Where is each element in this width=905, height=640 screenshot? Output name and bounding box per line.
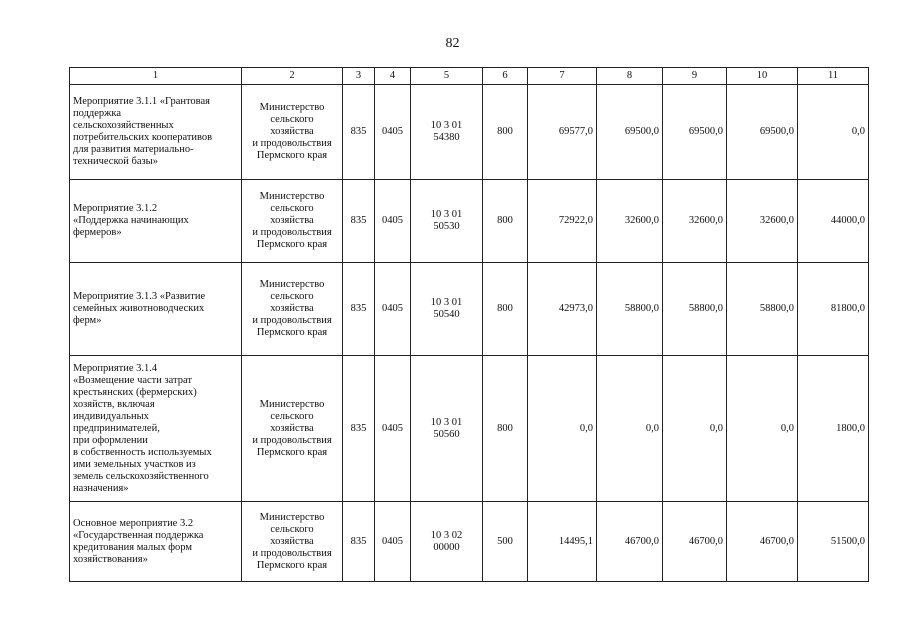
column-header: 9 [663,68,727,85]
amount-cell-col8: 69500,0 [597,85,663,180]
measure-name-cell [70,85,242,180]
amount-cell-col9: 69500,0 [663,85,727,180]
responsible-org-cell-line: сельского [270,410,314,422]
measure-name-cell-line: крестьянских (фермерских) [73,386,197,398]
responsible-org-cell-line: Министерство [259,398,325,410]
table-row [70,263,869,356]
measure-name-cell-line: кредитования малых форм [73,541,192,553]
target-article-cell-line: 00000 [433,541,460,553]
target-article-cell-line: 50540 [433,309,460,320]
column-header: 10 [727,68,798,85]
table-row [70,502,869,582]
measure-name-cell-line: «Возмещение части затрат [73,374,192,386]
column-header: 8 [597,68,663,85]
section-code-cell: 0405 [375,263,411,356]
measure-name-cell-line: Мероприятие 3.1.4 [73,362,158,374]
column-header: 1 [70,68,242,85]
measure-name-cell-line: Мероприятие 3.1.1 «Грантовая [73,96,210,107]
amount-cell-col8: 32600,0 [597,180,663,263]
measure-name-cell-line: предпринимателей, [73,422,160,434]
measure-name-cell-line: ферм» [73,315,102,326]
target-article-cell [411,263,483,356]
ministry-code-cell: 835 [343,502,375,582]
amount-cell-col7: 72922,0 [528,180,597,263]
amount-cell-col10: 58800,0 [727,263,798,356]
measure-name-cell [70,502,242,582]
responsible-org-cell-line: Министерство [259,191,325,202]
responsible-org-cell-line: Пермского края [256,559,328,571]
responsible-org-cell-line: и продовольствия [252,227,332,238]
target-article-cell-line: 10 3 01 [430,209,463,220]
responsible-org-cell-line: и продовольствия [252,547,332,559]
responsible-org-cell [242,263,343,356]
target-article-cell-line: 10 3 02 [430,529,463,541]
measure-name-cell-line: индивидуальных [73,410,149,422]
amount-cell-col9: 46700,0 [663,502,727,582]
amount-cell-col8: 46700,0 [597,502,663,582]
page-number: 82 [445,36,460,51]
header-row [70,68,869,85]
section-code-cell: 0405 [375,85,411,180]
expense-type-cell: 500 [483,502,528,582]
responsible-org-cell-line: и продовольствия [252,434,332,446]
table-row [70,85,869,180]
target-article-cell-line: 50530 [433,221,460,232]
responsible-org-cell [242,85,343,180]
measure-name-cell-line: хозяйствования» [73,553,148,565]
amount-cell-col10: 69500,0 [727,85,798,180]
column-header: 7 [528,68,597,85]
measure-name-cell-line: технической базы» [73,156,158,167]
amount-cell-col9: 32600,0 [663,180,727,263]
table-row [70,180,869,263]
responsible-org-cell-line: Министерство [259,511,325,523]
responsible-org-cell-line: Пермского края [256,327,328,338]
responsible-org-cell-line: и продовольствия [252,138,332,149]
column-header: 3 [343,68,375,85]
measure-name-cell-line: Мероприятие 3.1.2 [73,203,158,214]
measure-name-cell-line: потребительских кооперативов [73,132,213,143]
responsible-org-cell-line: хозяйства [270,535,314,547]
target-article-cell-line: 10 3 01 [430,416,463,428]
responsible-org-cell-line: Пермского края [256,150,328,161]
amount-cell-col11: 44000,0 [798,180,869,263]
ministry-code-cell: 835 [343,85,375,180]
section-code-cell: 0405 [375,180,411,263]
responsible-org-cell-line: сельского [270,114,314,125]
responsible-org-cell-line: Пермского края [256,239,328,250]
responsible-org-cell [242,180,343,263]
responsible-org-cell [242,356,343,502]
amount-cell-col10: 32600,0 [727,180,798,263]
target-article-cell-line: 10 3 01 [430,297,463,308]
measure-name-cell-line: поддержка [73,108,122,119]
amount-cell-col8: 0,0 [597,356,663,502]
responsible-org-cell-line: сельского [270,203,314,214]
section-code-cell: 0405 [375,356,411,502]
budget-table [69,67,869,582]
measure-name-cell-line: семейных животноводческих [73,303,205,314]
measure-name-cell [70,356,242,502]
measure-name-cell-line: «Поддержка начинающих [73,215,189,226]
column-header: 4 [375,68,411,85]
amount-cell-col11: 0,0 [798,85,869,180]
amount-cell-col7: 69577,0 [528,85,597,180]
column-header: 5 [411,68,483,85]
amount-cell-col10: 0,0 [727,356,798,502]
column-header: 6 [483,68,528,85]
responsible-org-cell-line: Министерство [259,279,325,290]
expense-type-cell: 800 [483,180,528,263]
measure-name-cell-line: назначения» [73,482,129,494]
target-article-cell-line: 10 3 01 [430,120,463,131]
measure-name-cell-line: в собственность используемых [73,446,212,458]
responsible-org-cell-line: хозяйства [270,303,314,314]
responsible-org-cell-line: хозяйства [270,215,314,226]
target-article-cell [411,85,483,180]
expense-type-cell: 800 [483,85,528,180]
measure-name-cell-line: фермеров» [73,227,122,238]
responsible-org-cell-line: Пермского края [256,446,328,458]
target-article-cell [411,180,483,263]
responsible-org-cell-line: Министерство [259,102,325,113]
measure-name-cell-line: земель сельскохозяйственного [73,470,209,482]
amount-cell-col9: 58800,0 [663,263,727,356]
amount-cell-col10: 46700,0 [727,502,798,582]
measure-name-cell-line: сельскохозяйственных [73,120,174,131]
responsible-org-cell [242,502,343,582]
column-header: 2 [242,68,343,85]
ministry-code-cell: 835 [343,356,375,502]
amount-cell-col11: 81800,0 [798,263,869,356]
measure-name-cell [70,263,242,356]
column-header: 11 [798,68,869,85]
measure-name-cell-line: при оформлении [73,434,148,446]
table-row [70,356,869,502]
amount-cell-col11: 51500,0 [798,502,869,582]
measure-name-cell-line: для развития материально- [73,144,194,155]
measure-name-cell-line: Основное мероприятие 3.2 [73,517,194,529]
responsible-org-cell-line: хозяйства [270,422,314,434]
target-article-cell-line: 54380 [433,132,460,143]
amount-cell-col7: 14495,1 [528,502,597,582]
responsible-org-cell-line: хозяйства [270,126,314,137]
measure-name-cell-line: «Государственная поддержка [73,529,204,541]
target-article-cell [411,502,483,582]
measure-name-cell [70,180,242,263]
ministry-code-cell: 835 [343,263,375,356]
amount-cell-col8: 58800,0 [597,263,663,356]
amount-cell-col11: 1800,0 [798,356,869,502]
measure-name-cell-line: хозяйств, включая [73,398,155,410]
target-article-cell-line: 50560 [433,428,460,440]
amount-cell-col9: 0,0 [663,356,727,502]
expense-type-cell: 800 [483,263,528,356]
target-article-cell [411,356,483,502]
amount-cell-col7: 42973,0 [528,263,597,356]
section-code-cell: 0405 [375,502,411,582]
ministry-code-cell: 835 [343,180,375,263]
measure-name-cell-line: ими земельных участков из [73,458,196,470]
amount-cell-col7: 0,0 [528,356,597,502]
responsible-org-cell-line: сельского [270,291,314,302]
measure-name-cell-line: Мероприятие 3.1.3 «Развитие [73,291,206,302]
expense-type-cell: 800 [483,356,528,502]
responsible-org-cell-line: и продовольствия [252,315,332,326]
responsible-org-cell-line: сельского [270,523,314,535]
